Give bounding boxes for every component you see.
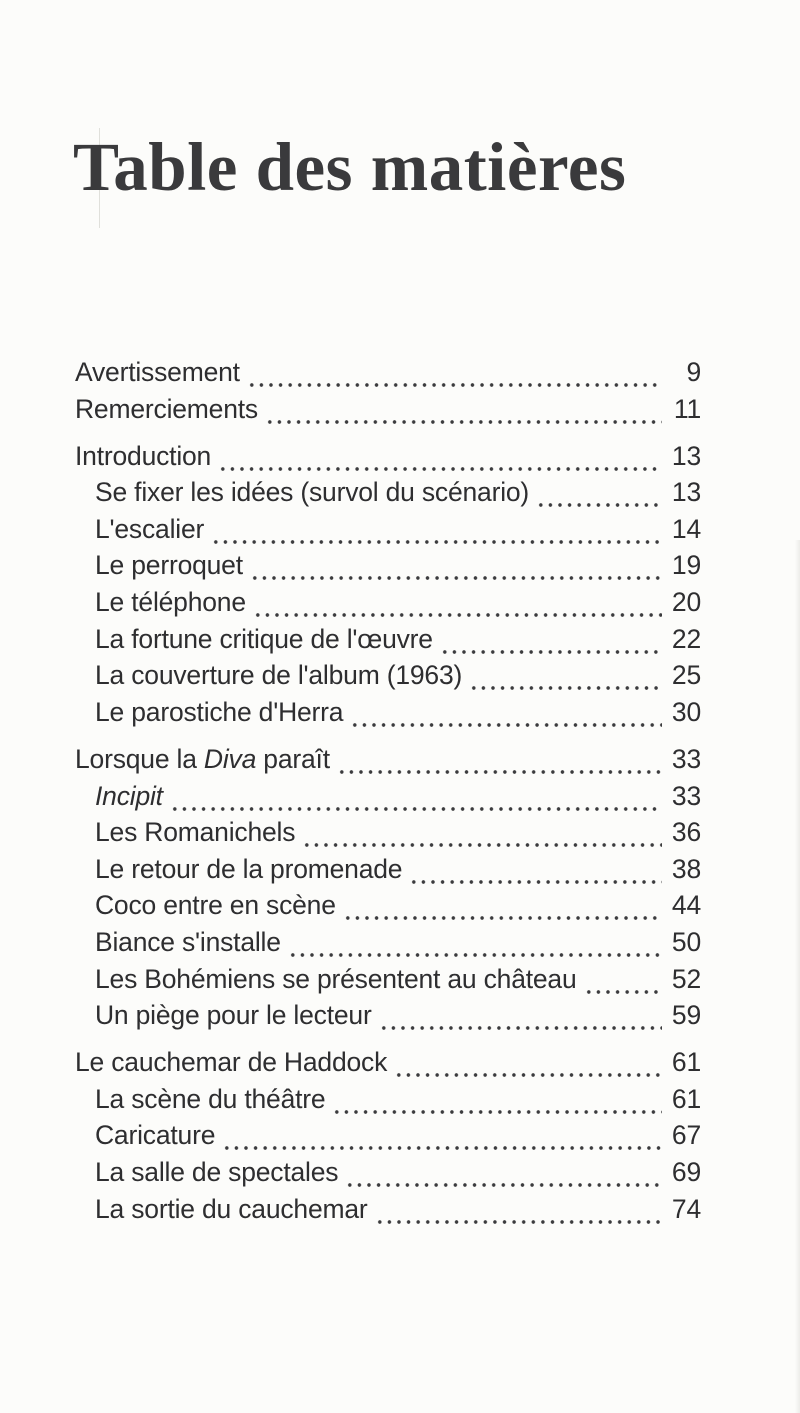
toc-label-segment: paraît — [256, 743, 330, 774]
toc-label-segment: Lorsque la — [75, 743, 204, 774]
dot-leader — [343, 890, 662, 927]
toc-label-segment: Avertissement — [75, 357, 240, 387]
toc-row — [75, 394, 701, 431]
toc-entry-label — [95, 1157, 338, 1188]
toc-row — [75, 1047, 701, 1084]
toc-row — [75, 660, 701, 697]
toc-page-number: 38 — [671, 853, 701, 884]
toc-label-segment: Le parostiche d'Herra — [95, 696, 344, 727]
dot-leader — [211, 514, 662, 551]
toc-row — [75, 890, 701, 927]
dot-leader — [345, 1157, 662, 1194]
toc-row — [75, 550, 701, 587]
toc-label-segment: Le retour de la promenade — [95, 853, 403, 884]
toc-entry-label — [95, 587, 246, 618]
toc-page-number: 33 — [671, 780, 701, 811]
toc-page-number: 52 — [671, 963, 701, 994]
page-title: Table des matières — [73, 129, 627, 205]
toc-entry-label — [95, 817, 295, 848]
toc-page-number: 20 — [671, 587, 701, 618]
toc-row — [75, 587, 701, 624]
toc-page-number: 36 — [671, 817, 701, 848]
toc-entry-label — [95, 1194, 368, 1225]
toc-entry-label — [75, 744, 330, 775]
toc-label-segment: La salle de spectales — [95, 1156, 339, 1187]
dot-leader — [265, 394, 662, 431]
toc-entry-label — [95, 1120, 215, 1151]
dot-leader — [409, 854, 662, 891]
toc-page-number: 25 — [671, 660, 701, 691]
toc-label-segment: Le perroquet — [95, 550, 243, 581]
table-of-contents — [75, 357, 701, 1230]
toc-entry-label — [95, 781, 163, 812]
toc-entry-label — [95, 624, 433, 655]
toc-label-segment: Le cauchemar de Haddock — [75, 1047, 388, 1078]
dot-leader — [332, 1084, 662, 1121]
dot-leader — [218, 441, 662, 478]
toc-row — [75, 781, 701, 818]
toc-label-segment: Introduction — [75, 440, 212, 471]
toc-entry-label — [95, 1084, 325, 1115]
toc-page-number: 61 — [671, 1083, 701, 1114]
toc-page-number: 44 — [671, 890, 701, 921]
toc-row — [75, 927, 701, 964]
toc-row — [75, 1157, 701, 1194]
toc-page-number: 30 — [671, 696, 701, 727]
dot-leader — [584, 964, 662, 1001]
toc-row — [75, 357, 701, 394]
toc-page-number: 9 — [686, 357, 701, 387]
toc-label-segment: Coco entre en scène — [95, 890, 336, 921]
toc-page-number: 33 — [671, 743, 701, 774]
toc-entry-label — [75, 1047, 387, 1078]
dot-leader — [253, 587, 662, 624]
toc-page-number: 74 — [671, 1193, 701, 1224]
dot-leader — [440, 624, 662, 661]
toc-row — [75, 817, 701, 854]
toc-entry-label — [95, 890, 336, 921]
toc-page-number: 11 — [673, 393, 701, 424]
toc-row — [75, 697, 701, 734]
toc-row — [75, 624, 701, 661]
toc-label-segment: Un piège pour le lecteur — [95, 1000, 372, 1031]
dot-leader — [337, 744, 662, 781]
toc-page-number: 19 — [671, 550, 701, 581]
dot-leader — [222, 1120, 662, 1157]
toc-entry-label — [95, 550, 243, 581]
toc-row — [75, 1000, 701, 1037]
dot-leader — [247, 357, 662, 394]
toc-label-segment: La couverture de l'album (1963) — [95, 660, 463, 691]
toc-label-segment: Caricature — [95, 1120, 216, 1151]
toc-row — [75, 441, 701, 478]
toc-label-segment: Les Bohémiens se présentent au château — [95, 963, 577, 994]
toc-label-segment: La sortie du cauchemar — [95, 1193, 368, 1224]
toc-entry-label — [75, 357, 240, 388]
dot-leader — [379, 1000, 662, 1037]
dot-leader — [350, 697, 662, 734]
toc-label-italic-segment: Incipit — [95, 780, 163, 811]
toc-page-number: 22 — [671, 623, 701, 654]
toc-label-italic-segment: Diva — [203, 743, 257, 774]
toc-row — [75, 854, 701, 891]
toc-label-segment: Le téléphone — [95, 587, 246, 618]
toc-page-number: 13 — [671, 440, 701, 471]
toc-entry-label — [95, 477, 529, 508]
toc-label-segment: La fortune critique de l'œuvre — [95, 623, 433, 654]
toc-page-number: 67 — [671, 1120, 701, 1151]
toc-entry-label — [95, 854, 402, 885]
toc-entry-label — [95, 964, 577, 995]
toc-page-number: 13 — [671, 477, 701, 508]
toc-row — [75, 744, 701, 781]
toc-label-segment: Biance s'installe — [95, 926, 281, 957]
dot-leader — [375, 1194, 662, 1231]
toc-label-segment: La scène du théâtre — [95, 1083, 326, 1114]
toc-row — [75, 1120, 701, 1157]
dot-leader — [288, 927, 662, 964]
toc-label-segment: Les Romanichels — [95, 817, 296, 848]
toc-page-number: 59 — [671, 1000, 701, 1031]
toc-page-number: 14 — [671, 513, 701, 544]
toc-entry-label — [95, 927, 281, 958]
toc-row — [75, 1084, 701, 1121]
toc-label-segment: Remerciements — [75, 393, 258, 424]
dot-leader — [536, 477, 662, 514]
scan-edge-artifact — [795, 540, 800, 1413]
toc-row — [75, 964, 701, 1001]
toc-entry-label — [95, 1000, 372, 1031]
toc-page-number: 69 — [671, 1156, 701, 1187]
toc-row — [75, 514, 701, 551]
toc-row — [75, 477, 701, 514]
dot-leader — [250, 550, 662, 587]
toc-label-segment: L'escalier — [95, 513, 205, 544]
toc-entry-label — [75, 441, 211, 472]
dot-leader — [469, 660, 662, 697]
toc-page-number: 50 — [671, 926, 701, 957]
toc-label-segment: Se fixer les idées (survol du scénario) — [95, 477, 530, 508]
toc-row — [75, 1194, 701, 1231]
toc-entry-label — [95, 697, 343, 728]
toc-entry-label — [95, 514, 204, 545]
toc-entry-label — [75, 394, 258, 425]
toc-page-number: 61 — [671, 1047, 701, 1078]
dot-leader — [170, 781, 662, 818]
dot-leader — [394, 1047, 662, 1084]
dot-leader — [302, 817, 662, 854]
toc-entry-label — [95, 660, 462, 691]
